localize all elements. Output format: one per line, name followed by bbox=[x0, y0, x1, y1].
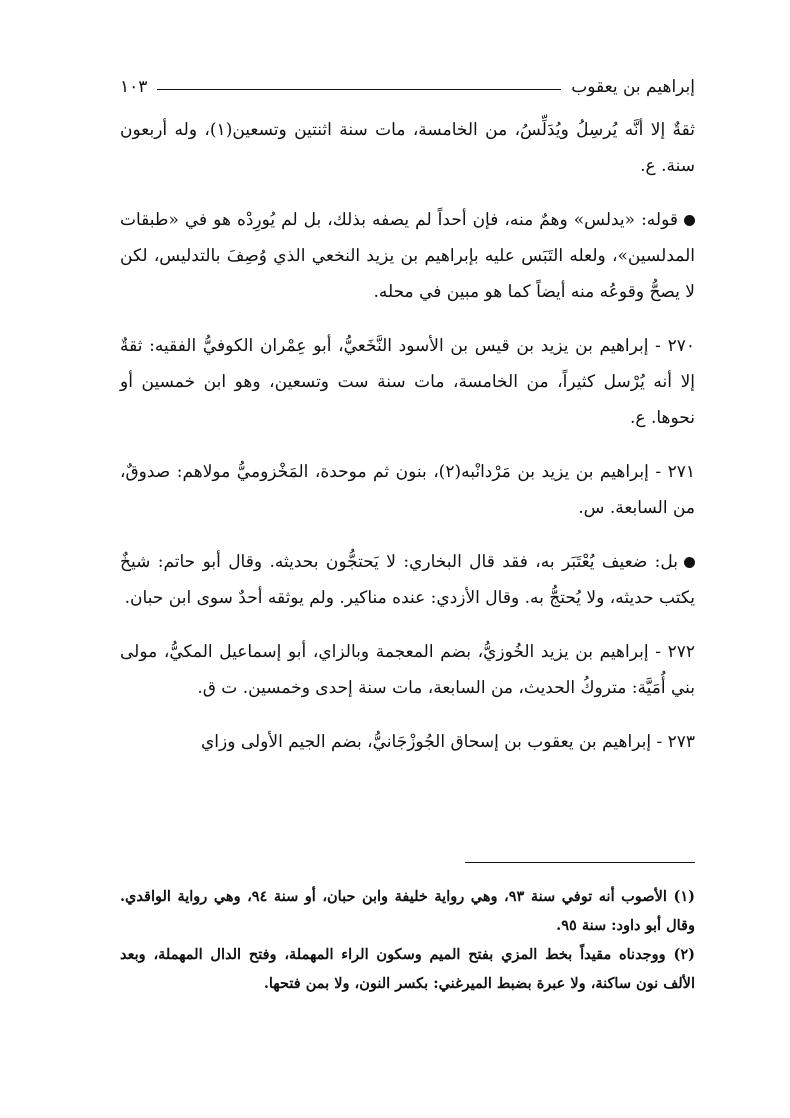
commentary-paragraph bbox=[120, 544, 695, 616]
paragraph-text: ثقةٌ إلا أنَّه يُرسِلُ ويُدَلِّسُ، من الخامسة، مات سنة اثنتين وتسعين(١)، وله أربعون سنة. ع. bbox=[120, 120, 695, 176]
footnote-rule bbox=[465, 862, 695, 863]
entry-271 bbox=[120, 454, 695, 526]
footnotes bbox=[120, 882, 695, 998]
book-page bbox=[120, 70, 695, 1070]
paragraph-text: ٢٧٣ - إبراهيم بن يعقوب بن إسحاق الجُوزْجَانيُّ، بضم الجيم الأولى وزاي bbox=[200, 732, 695, 752]
running-header bbox=[120, 70, 695, 104]
footnote-2: (٢) ووجدناه مقيداً بخط المزي بفتح الميم وسكون الراء المهملة، وفتح الدال المهملة، وبعد الألف نون ساكنة، ولا عبرة بضبط الميرغني: بكسر النون، ولا بمن فتحها. bbox=[120, 946, 695, 992]
page-number: ١٠٣ bbox=[120, 77, 148, 97]
footnote-1: (١) الأصوب أنه توفي سنة ٩٣، وهي رواية خليفة وابن حبان، أو سنة ٩٤، وهي رواية الواقدي. وقال أبو داود: سنة ٩٥. bbox=[120, 888, 695, 934]
header-rule bbox=[157, 89, 561, 90]
paragraph-text: قوله: «يدلس» وهمٌ منه، فإن أحداً لم يصفه بذلك، بل لم يُورِدْه هو في «طبقات المدلسين»، ولعله التَبَس عليه بإبراهيم بن يزيد النخعي الذي وُصِفَ بالتدليس، لكن لا يصحُّ وقوعُه منه أيضاً كما هو مبين في محله. bbox=[120, 210, 695, 302]
bullet-icon bbox=[684, 557, 695, 568]
paragraph-text: ٢٧٢ - إبراهيم بن يزيد الخُوزيُّ، بضم المعجمة وبالزاي، أبو إسماعيل المكيُّ، مولى بني أُمَيَّة: متروكُ الحديث، من السابعة، مات سنة إحدى وخمسين. ت ق. bbox=[120, 642, 695, 698]
main-text bbox=[120, 112, 695, 760]
bullet-icon bbox=[684, 215, 695, 226]
entry-272 bbox=[120, 634, 695, 706]
header-title: إبراهيم بن يعقوب bbox=[571, 77, 695, 97]
paragraph-text: ٢٧١ - إبراهيم بن يزيد بن مَرْدانْبه(٢)، بنون ثم موحدة، المَخْزوميُّ مولاهم: صدوقٌ، من السابعة. س. bbox=[120, 462, 695, 518]
paragraph-text: ٢٧٠ - إبراهيم بن يزيد بن قيس بن الأسود النَّخَعيُّ، أبو عِمْران الكوفيُّ الفقيه: ثقةٌ إلا أنه يُرْسل كثيراً، من الخامسة، مات سنة ست وتسعين، وهو ابن خمسين أو نحوها. ع. bbox=[120, 336, 695, 428]
paragraph-text: بل: ضعيف يُعْتَبَر به، فقد قال البخاري: لا يَحتجُّون بحديثه. وقال أبو حاتم: شيخٌ يكتب حديثه، ولا يُحتجُّ به. وقال الأزدي: عنده مناكير. ولم يوثقه أحدٌ سوى ابن حبان. bbox=[120, 552, 695, 608]
entry-273 bbox=[120, 724, 695, 760]
paragraph-continuation bbox=[120, 112, 695, 184]
commentary-paragraph bbox=[120, 202, 695, 310]
entry-270 bbox=[120, 328, 695, 436]
